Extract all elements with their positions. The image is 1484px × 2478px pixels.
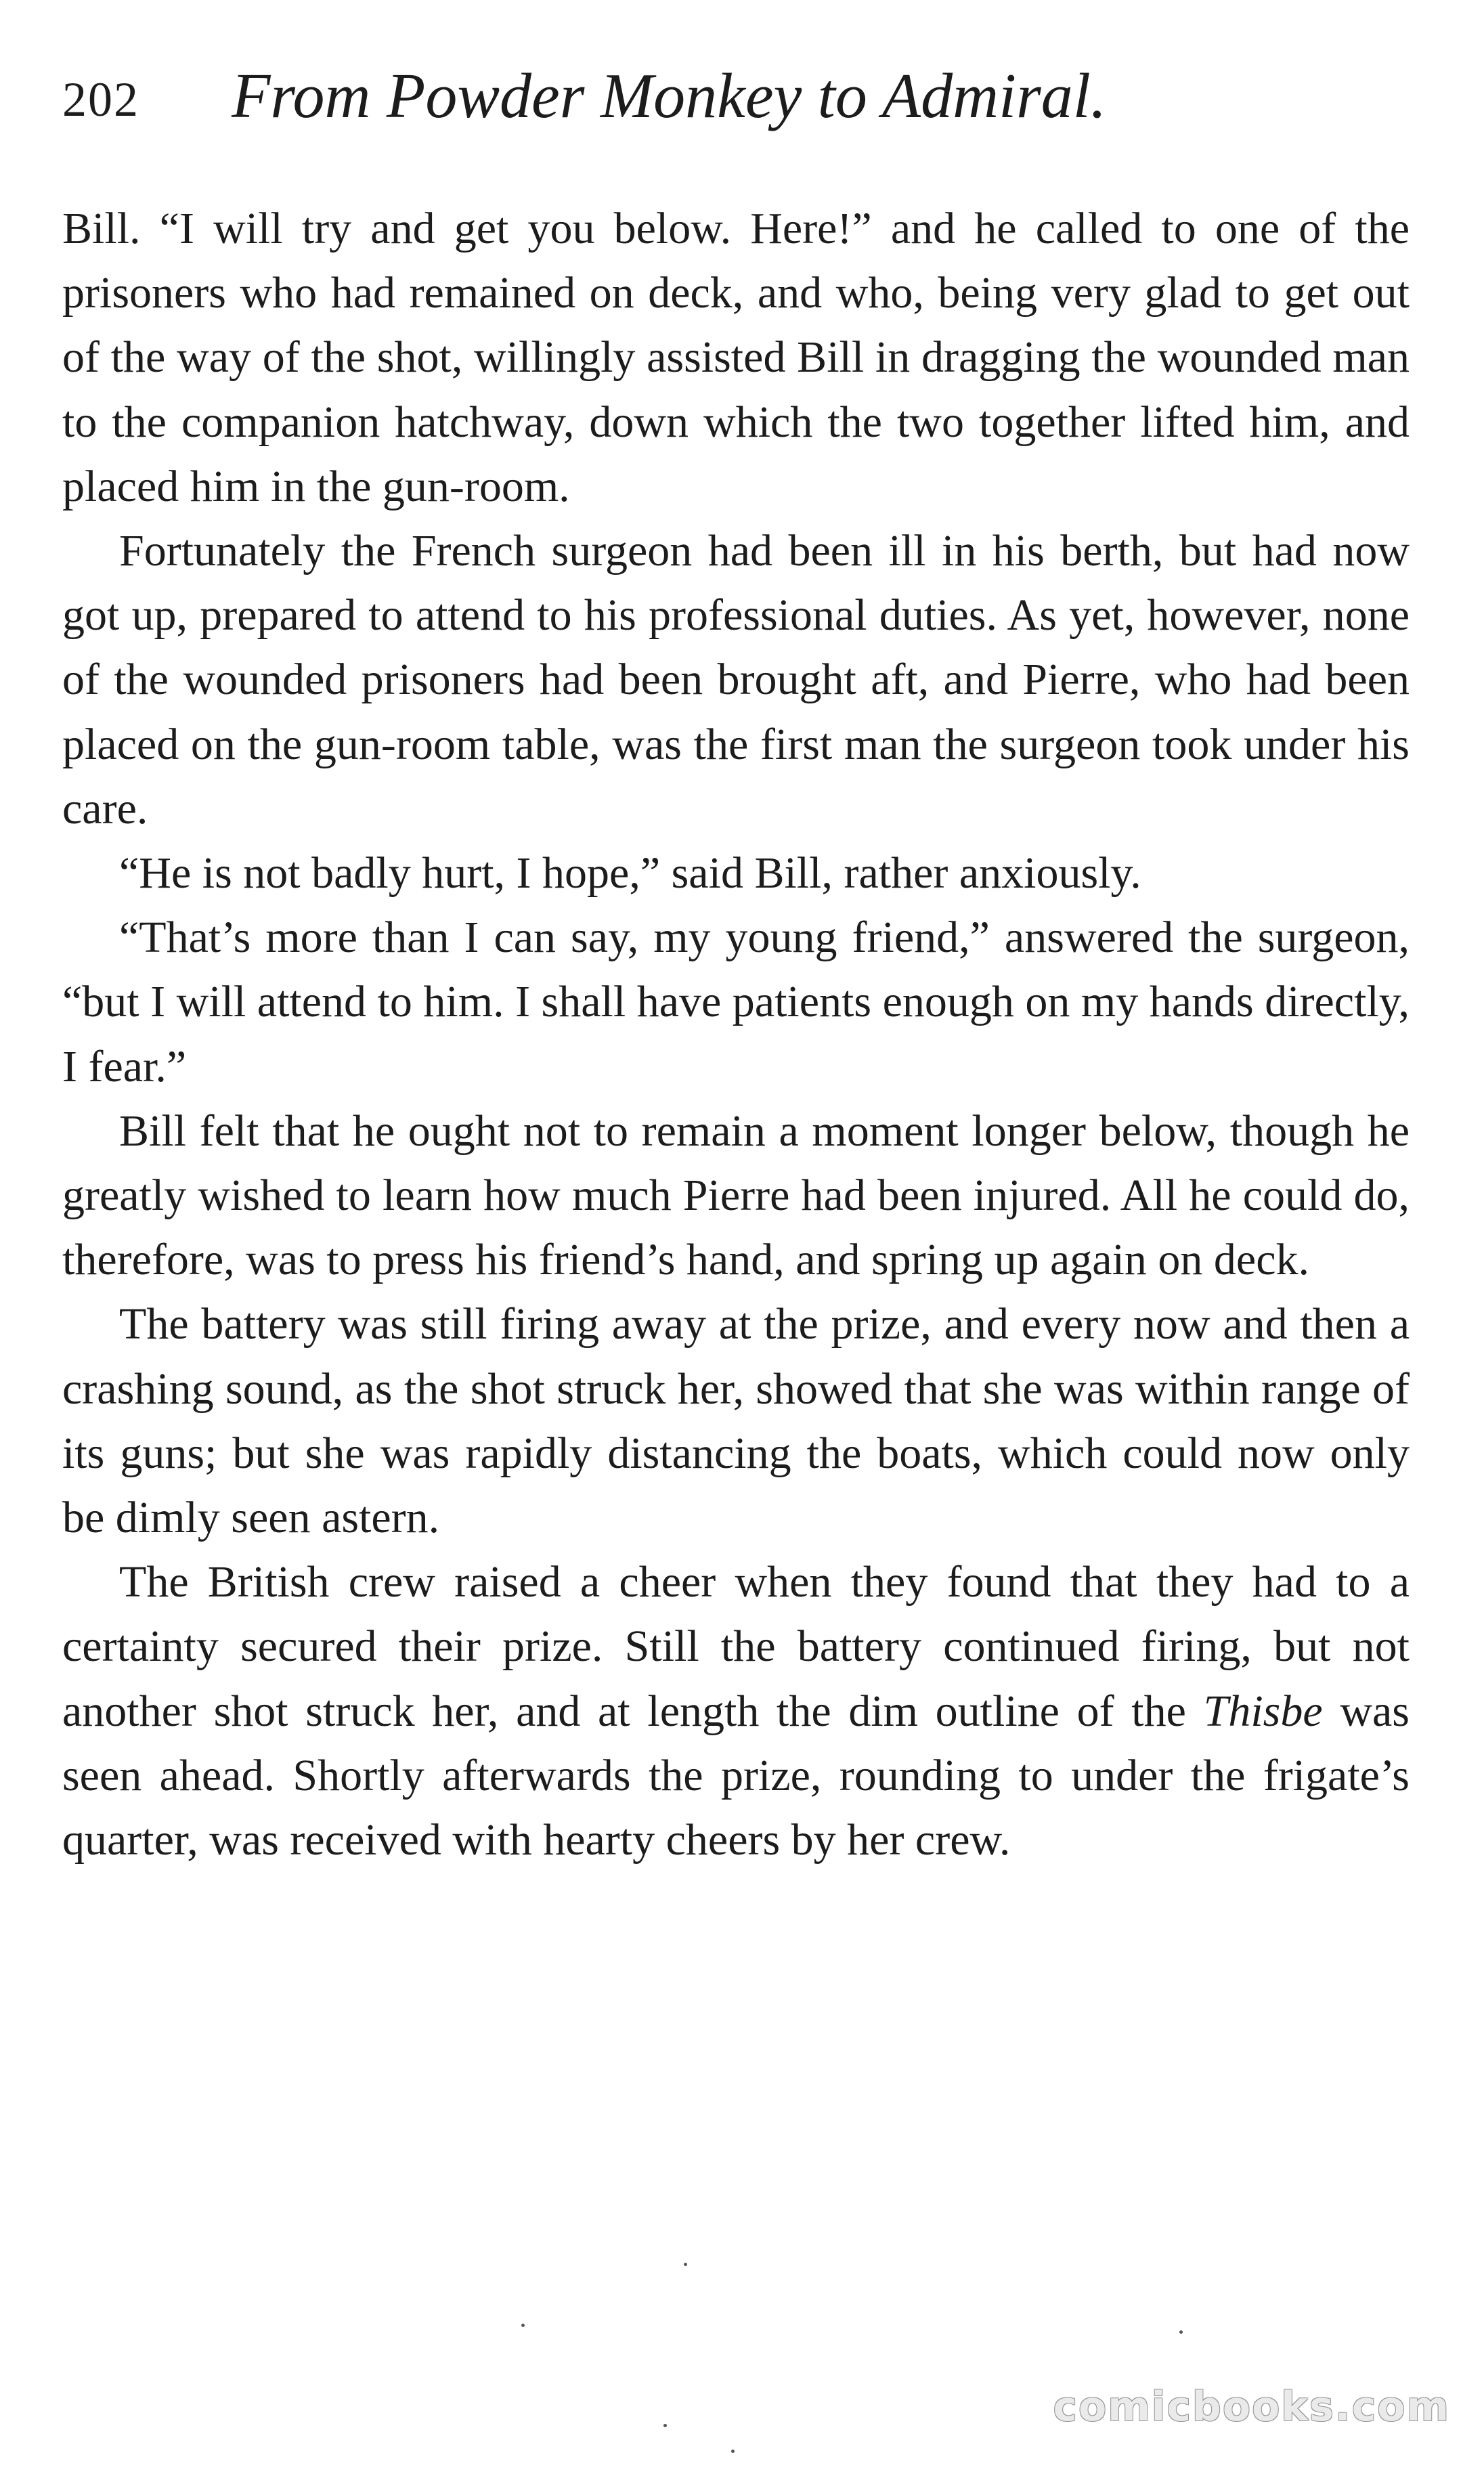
ink-speck bbox=[684, 2263, 687, 2266]
paragraph-1-text: Bill. “I will try and get you below. Here!” and he called to one of the prisoners who had remained on deck, and who, being very glad to get out of the way of the shot, willingly assisted Bill in dragging the wounded man to the companion hatchway, down which the two together lifted him, and placed him in the gun-room. bbox=[62, 204, 1410, 511]
body-text bbox=[62, 196, 1410, 1872]
ink-speck bbox=[521, 2324, 525, 2327]
paragraph-3 bbox=[62, 841, 1410, 905]
ink-speck bbox=[731, 2450, 735, 2453]
paragraph-7 bbox=[62, 1550, 1410, 1872]
book-title: From Powder Monkey to Admiral. bbox=[232, 61, 1107, 131]
ink-speck bbox=[663, 2424, 667, 2427]
ink-speck bbox=[1179, 2330, 1183, 2334]
ship-name-italic: Thisbe bbox=[1203, 1686, 1323, 1736]
paragraph-7-text-end: was seen ahead. Shortly afterwards the prize, rounding to under the frigate’s quarter, was received with hearty cheers by her crew. bbox=[62, 1686, 1410, 1865]
paragraph-2-text: Fortunately the French surgeon had been ill in his berth, but had now got up, prepared to attend to his professional duties. As yet, however, none of the wounded prisoners had been brought aft, and Pierre, who had been placed on the gun-room table, was the first man the surgeon took under his care. bbox=[62, 526, 1410, 833]
running-head bbox=[62, 60, 1416, 154]
watermark-logo: comicbooks.com bbox=[1053, 2383, 1450, 2431]
paragraph-6-text: The battery was still firing away at the prize, and every now and then a crashing sound, as the shot struck her, showed that she was within range of its guns; but she was rapidly distancing the boats, which could now only be dimly seen astern. bbox=[62, 1299, 1410, 1543]
paragraph-1 bbox=[62, 196, 1410, 519]
paragraph-2 bbox=[62, 519, 1410, 841]
paragraph-5-text: Bill felt that he ought not to remain a moment longer below, though he greatly wished to learn how much Pierre had been injured. All he could do, therefore, was to press his friend’s hand, and spring up again on deck. bbox=[62, 1106, 1410, 1285]
paragraph-4-text: “That’s more than I can say, my young friend,” answered the surgeon, “but I will attend to him. I shall have patients enough on my hands directly, I fear.” bbox=[62, 913, 1410, 1091]
page-number: 202 bbox=[62, 72, 139, 127]
paragraph-3-text: “He is not badly hurt, I hope,” said Bill, rather anxiously. bbox=[119, 848, 1141, 898]
paragraph-4 bbox=[62, 905, 1410, 1099]
paragraph-7-text: The British crew raised a cheer when they found that they had to a certainty secured their prize. Still the battery continued firing, but not another shot struck her, and at length the dim outline of the bbox=[62, 1557, 1410, 1736]
paragraph-5 bbox=[62, 1099, 1410, 1292]
paragraph-6 bbox=[62, 1292, 1410, 1550]
